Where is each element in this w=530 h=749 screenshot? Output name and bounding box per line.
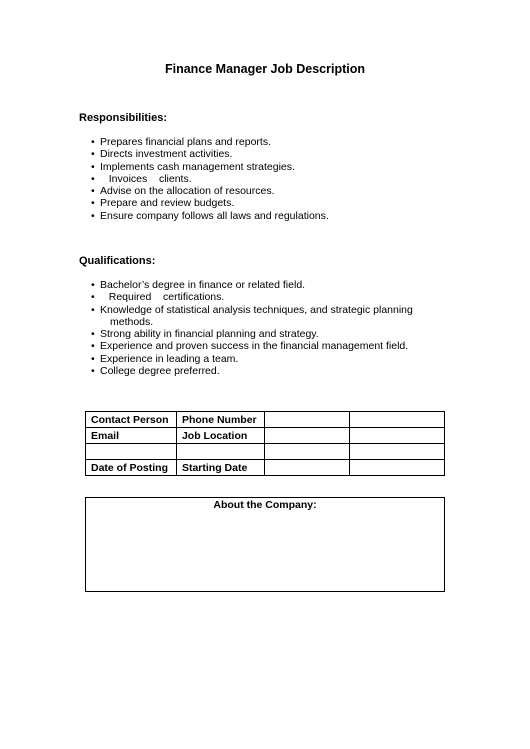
contact-person-value[interactable] [264,412,350,428]
empty-cell[interactable] [350,444,445,460]
phone-number-value[interactable] [350,412,445,428]
list-item: • Bachelor’s degree in finance or related field. [91,279,451,291]
job-info-table [85,411,445,476]
table-row [86,460,445,476]
list-item: • Directs investment activities. [91,148,451,160]
date-of-posting-value[interactable] [264,460,350,476]
list-item: • Experience and proven success in the financial management field. [91,340,451,352]
about-company-heading: About the Company: [213,499,317,511]
about-company-box[interactable] [85,497,445,592]
qualifications-heading: Qualifications: [79,255,156,267]
contact-person-label: Contact Person [86,412,177,428]
responsibilities-heading: Responsibilities: [79,112,168,124]
list-item: • Prepare and review budgets. [91,197,451,209]
empty-cell[interactable] [86,444,177,460]
list-item: • Knowledge of statistical analysis techniques, and strategic planning methods. [91,304,451,329]
table-row [86,428,445,444]
list-item-continuation: methods. [110,315,154,328]
list-item: • College degree preferred. [91,365,451,377]
email-value[interactable] [264,428,350,444]
list-item: • Experience in leading a team. [91,353,451,365]
table-row [86,444,445,460]
phone-number-label: Phone Number [176,412,264,428]
qualifications-list [91,279,451,377]
table-row [86,412,445,428]
list-item: • Strong ability in financial planning and strategy. [91,328,451,340]
list-item: • Required certifications. [91,291,451,303]
page-title: Finance Manager Job Description [164,62,366,76]
list-item: • Ensure company follows all laws and regulations. [91,210,451,222]
list-item: • Invoices clients. [91,173,451,185]
responsibilities-list [91,136,451,222]
empty-cell[interactable] [264,444,350,460]
list-item: • Prepares financial plans and reports. [91,136,451,148]
starting-date-label: Starting Date [176,460,264,476]
empty-cell[interactable] [176,444,264,460]
date-of-posting-label: Date of Posting [86,460,177,476]
job-location-label: Job Location [176,428,264,444]
list-item: • Advise on the allocation of resources. [91,185,451,197]
job-location-value[interactable] [350,428,445,444]
email-label: Email [86,428,177,444]
starting-date-value[interactable] [350,460,445,476]
list-item: • Implements cash management strategies. [91,161,451,173]
